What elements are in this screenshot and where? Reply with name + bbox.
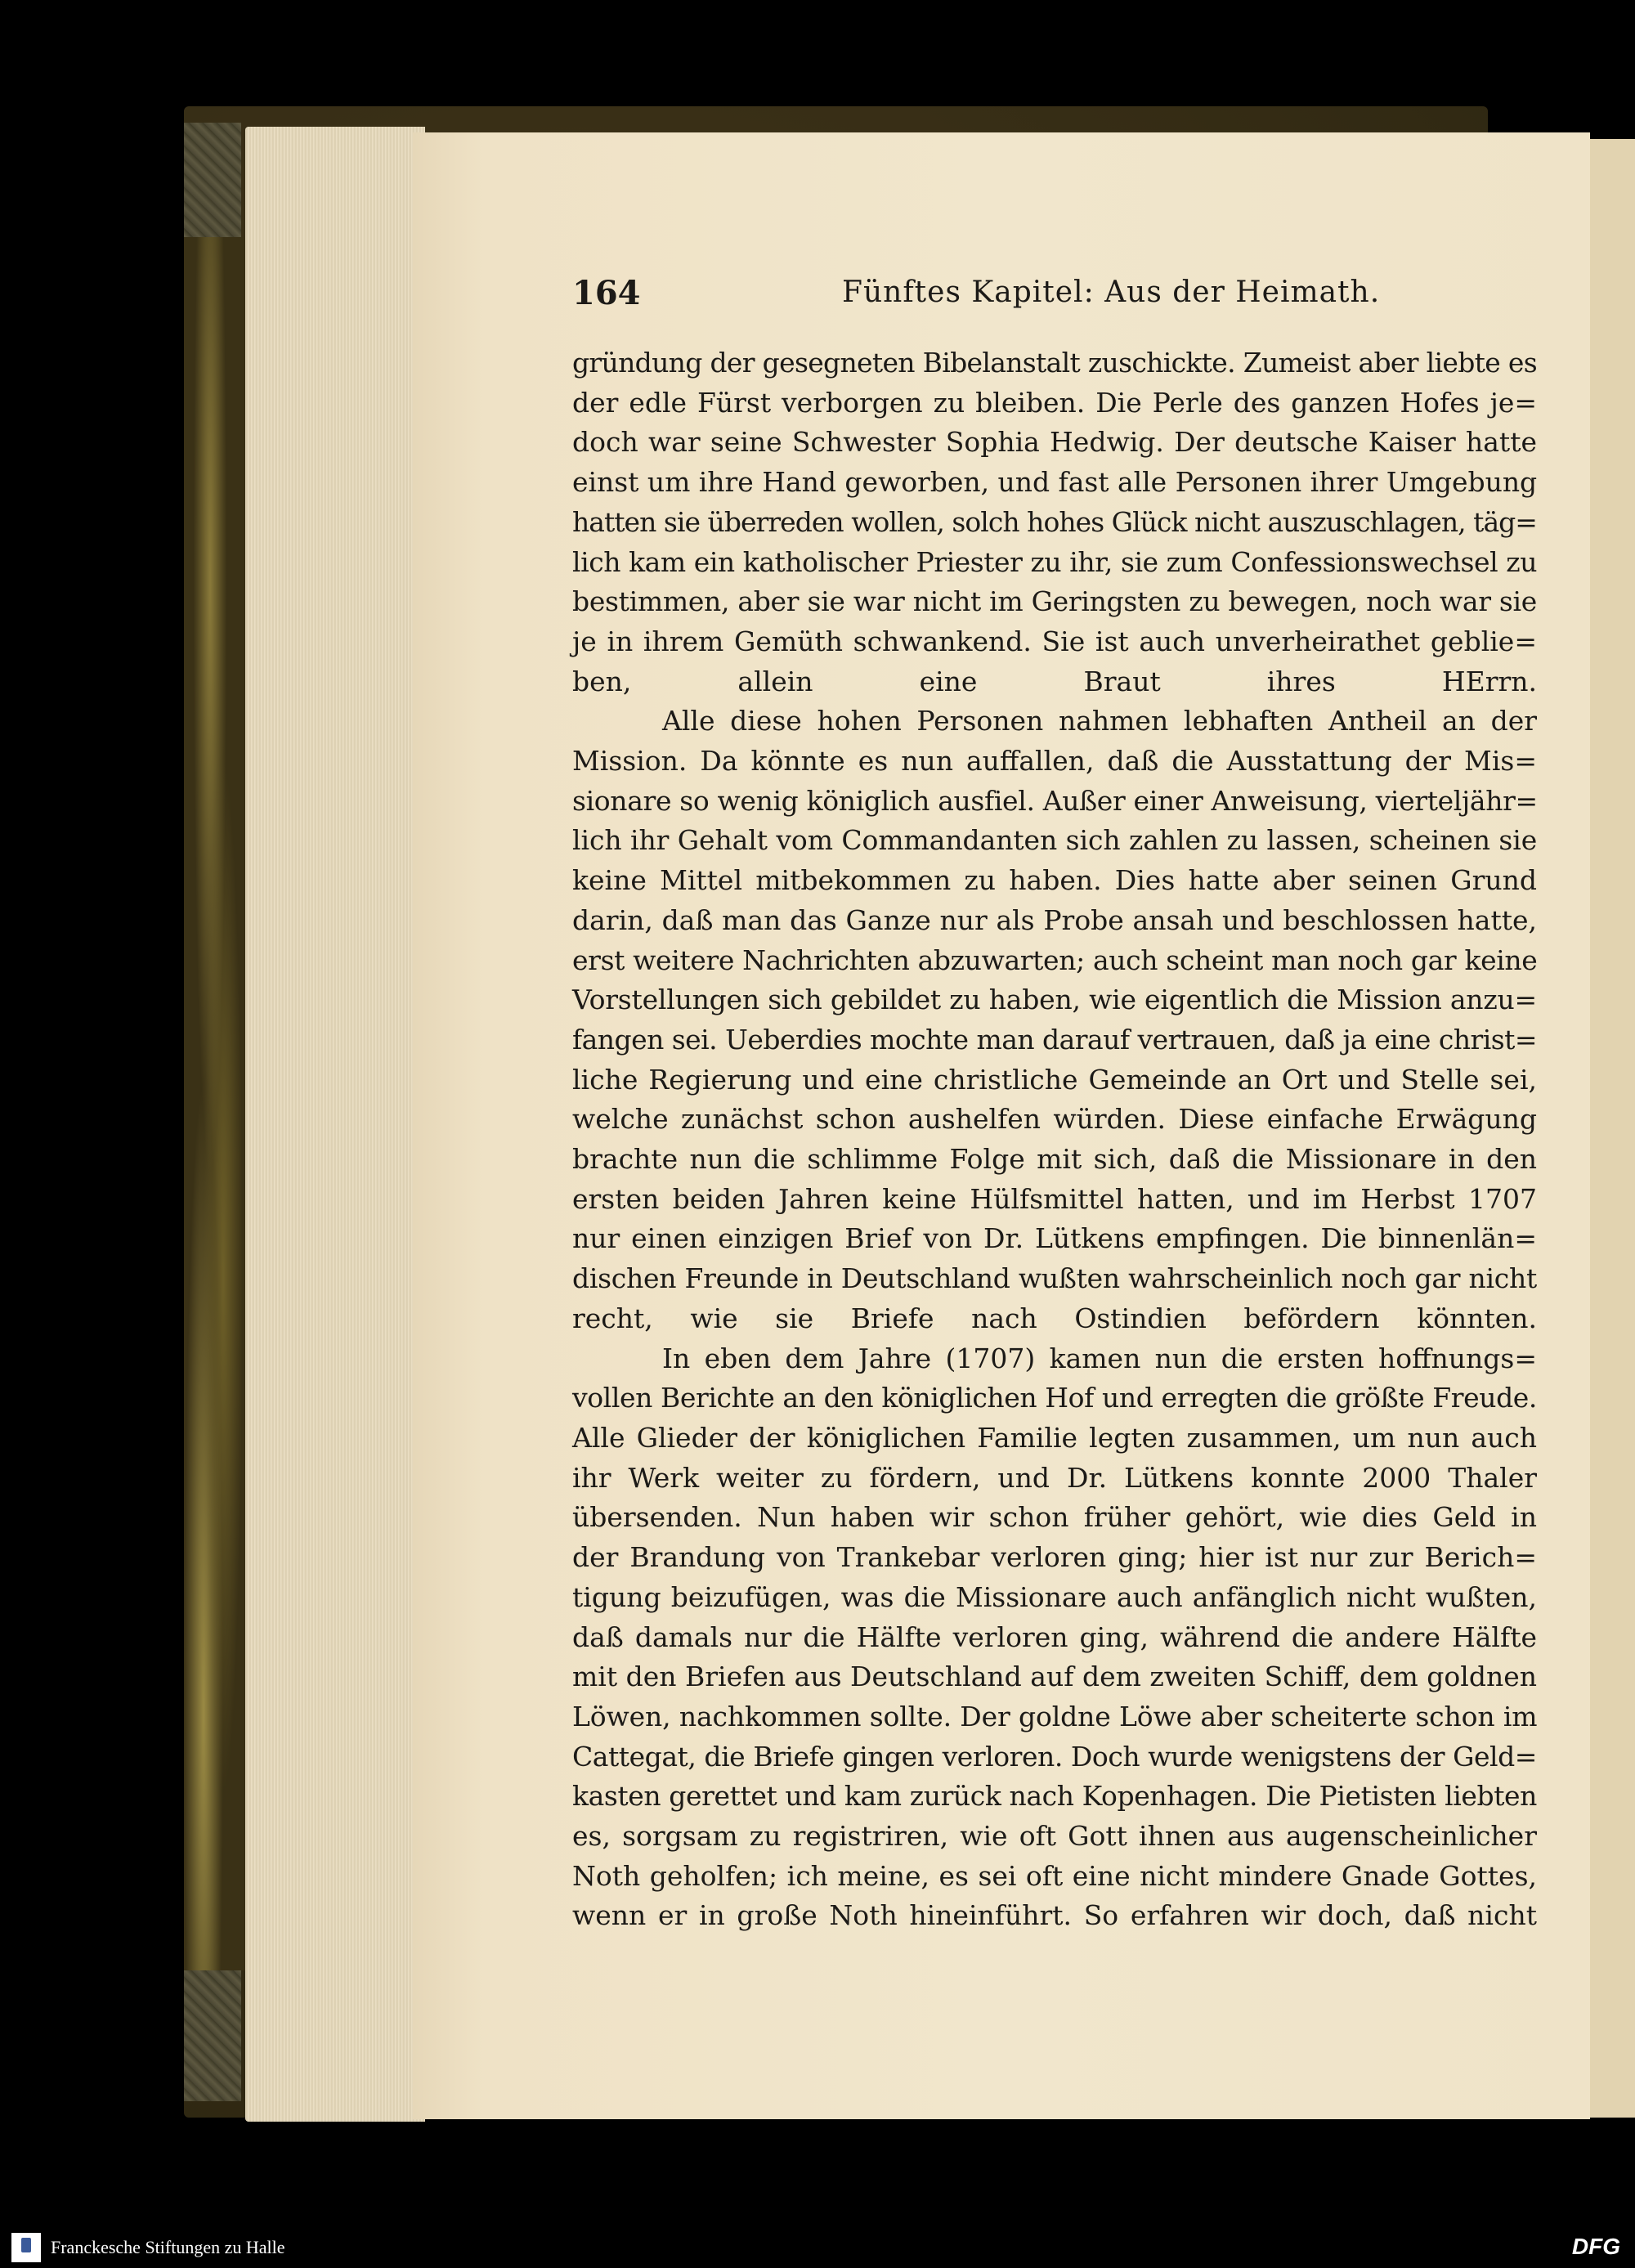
text-line: In eben dem Jahre (1707) kamen nun die ersten hoffnungs=: [662, 1342, 1537, 1374]
marbled-edge: [184, 237, 249, 1970]
facing-page-edge: [1586, 139, 1635, 2118]
paragraph: [572, 701, 1537, 1338]
text-line: liche Regierung und eine christliche Gemeinde an Ort und Stelle sei,: [572, 1063, 1537, 1096]
text-line: keine Mittel mitbekommen zu haben. Dies hatte aber seinen Grund: [572, 864, 1537, 897]
text-line: tigung beizufügen, was die Missionare auch anfänglich nicht wußten,: [572, 1580, 1537, 1613]
text-line: erst weitere Nachrichten abzuwarten; auch scheint man noch gar keine: [572, 944, 1538, 976]
paragraph: [572, 343, 1537, 701]
text-line: nur einen einzigen Brief von Dr. Lütkens empfingen. Die binnenlän=: [572, 1222, 1537, 1255]
text-line: recht, wie sie Briefe nach Ostindien befördern könnten.: [572, 1302, 1537, 1334]
text-line: mit den Briefen aus Deutschland auf dem zweiten Schiff, dem goldnen: [572, 1661, 1537, 1693]
text-line: darin, daß man das Ganze nur als Probe ansah und beschlossen hatte,: [572, 903, 1537, 936]
text-line: bestimmen, aber sie war nicht im Geringsten zu bewegen, noch war sie: [572, 585, 1537, 618]
text-line: dischen Freunde in Deutschland wußten wahrscheinlich noch gar nicht: [572, 1262, 1537, 1295]
text-line: Alle Glieder der königlichen Familie legten zusammen, um nun auch: [572, 1421, 1537, 1454]
text-line: einst um ihre Hand geworben, und fast alle Personen ihrer Umgebung: [572, 466, 1538, 499]
text-line: fangen sei. Ueberdies mochte man darauf vertrauen, daß ja eine christ=: [572, 1023, 1537, 1056]
text-line: kasten gerettet und kam zurück nach Kopenhagen. Die Pietisten liebten: [572, 1780, 1538, 1813]
text-line: je in ihrem Gemüth schwankend. Sie ist auch unverheirathet geblie=: [572, 625, 1537, 657]
text-line: übersenden. Nun haben wir schon früher gehört, wie dies Geld in: [572, 1501, 1537, 1534]
text-line: es, sorgsam zu registriren, wie oft Gott ihnen aus augenscheinlicher: [572, 1820, 1537, 1853]
text-line: der edle Fürst verborgen zu bleiben. Die Perle des ganzen Hofes je=: [572, 386, 1537, 419]
text-line: daß damals nur die Hälfte verloren ging, während die andere Hälfte: [572, 1620, 1537, 1653]
text-line: ben, allein eine Braut ihres HErrn.: [572, 665, 1537, 697]
text-line: vollen Berichte an den königlichen Hof und erregten die größte Freude.: [572, 1382, 1537, 1414]
text-line: Alle diese hohen Personen nahmen lebhaften Antheil an der: [662, 705, 1537, 737]
text-line: Mission. Da könnte es nun auffallen, daß die Ausstattung der Mis=: [572, 745, 1537, 778]
text-line: gründung der gesegneten Bibelanstalt zuschickte. Zumeist aber liebte es: [572, 347, 1537, 379]
text-line: lich ihr Gehalt vom Commandanten sich zahlen zu lassen, scheinen sie: [572, 824, 1538, 857]
text-line: wenn er in große Noth hineinführt. So erfahren wir doch, daß nicht: [572, 1899, 1537, 1932]
dfg-logo: DFG: [1571, 2234, 1620, 2259]
page-header: [572, 274, 1537, 323]
page-number: 164: [572, 274, 641, 312]
text-line: Vorstellungen sich gebildet zu haben, wie eigentlich die Mission anzu=: [572, 984, 1537, 1016]
text-line: Noth geholfen; ich meine, es sei oft eine nicht mindere Gnade Gottes,: [572, 1859, 1537, 1892]
text-line: sionare so wenig königlich ausfiel. Außer einer Anweisung, vierteljähr=: [572, 784, 1538, 817]
text-line: ihr Werk weiter zu fördern, und Dr. Lütkens konnte 2000 Thaler: [572, 1461, 1537, 1494]
text-line: Cattegat, die Briefe gingen verloren. Doch wurde wenigstens der Geld=: [572, 1740, 1537, 1773]
text-line: lich kam ein katholischer Priester zu ihr, sie zum Confessionswechsel zu: [572, 545, 1537, 578]
text-line: doch war seine Schwester Sophia Hedwig. Der deutsche Kaiser hatte: [572, 426, 1537, 459]
institution-name: Franckesche Stiftungen zu Halle: [51, 2237, 285, 2257]
text-line: Löwen, nachkommen sollte. Der goldne Löwe aber scheiterte schon im: [572, 1700, 1538, 1732]
page-stack-edge: [245, 127, 425, 2122]
text-line: ersten beiden Jahren keine Hülfsmittel hatten, und im Herbst 1707: [572, 1182, 1537, 1215]
text-line: hatten sie überreden wollen, solch hohes Glück nicht auszuschlagen, täg=: [572, 505, 1537, 538]
text-line: der Brandung von Trankebar verloren ging; hier ist nur zur Berich=: [572, 1541, 1537, 1574]
running-head: Fünftes Kapitel: Aus der Heimath.: [842, 276, 1381, 309]
institution-logo-icon: [11, 2233, 41, 2262]
body-text: [572, 343, 1537, 1936]
text-line: brachte nun die schlimme Folge mit sich, daß die Missionare in den: [572, 1143, 1537, 1176]
paragraph: [572, 1339, 1537, 1937]
text-line: welche zunächst schon aushelfen würden. Diese einfache Erwägung: [572, 1103, 1537, 1136]
